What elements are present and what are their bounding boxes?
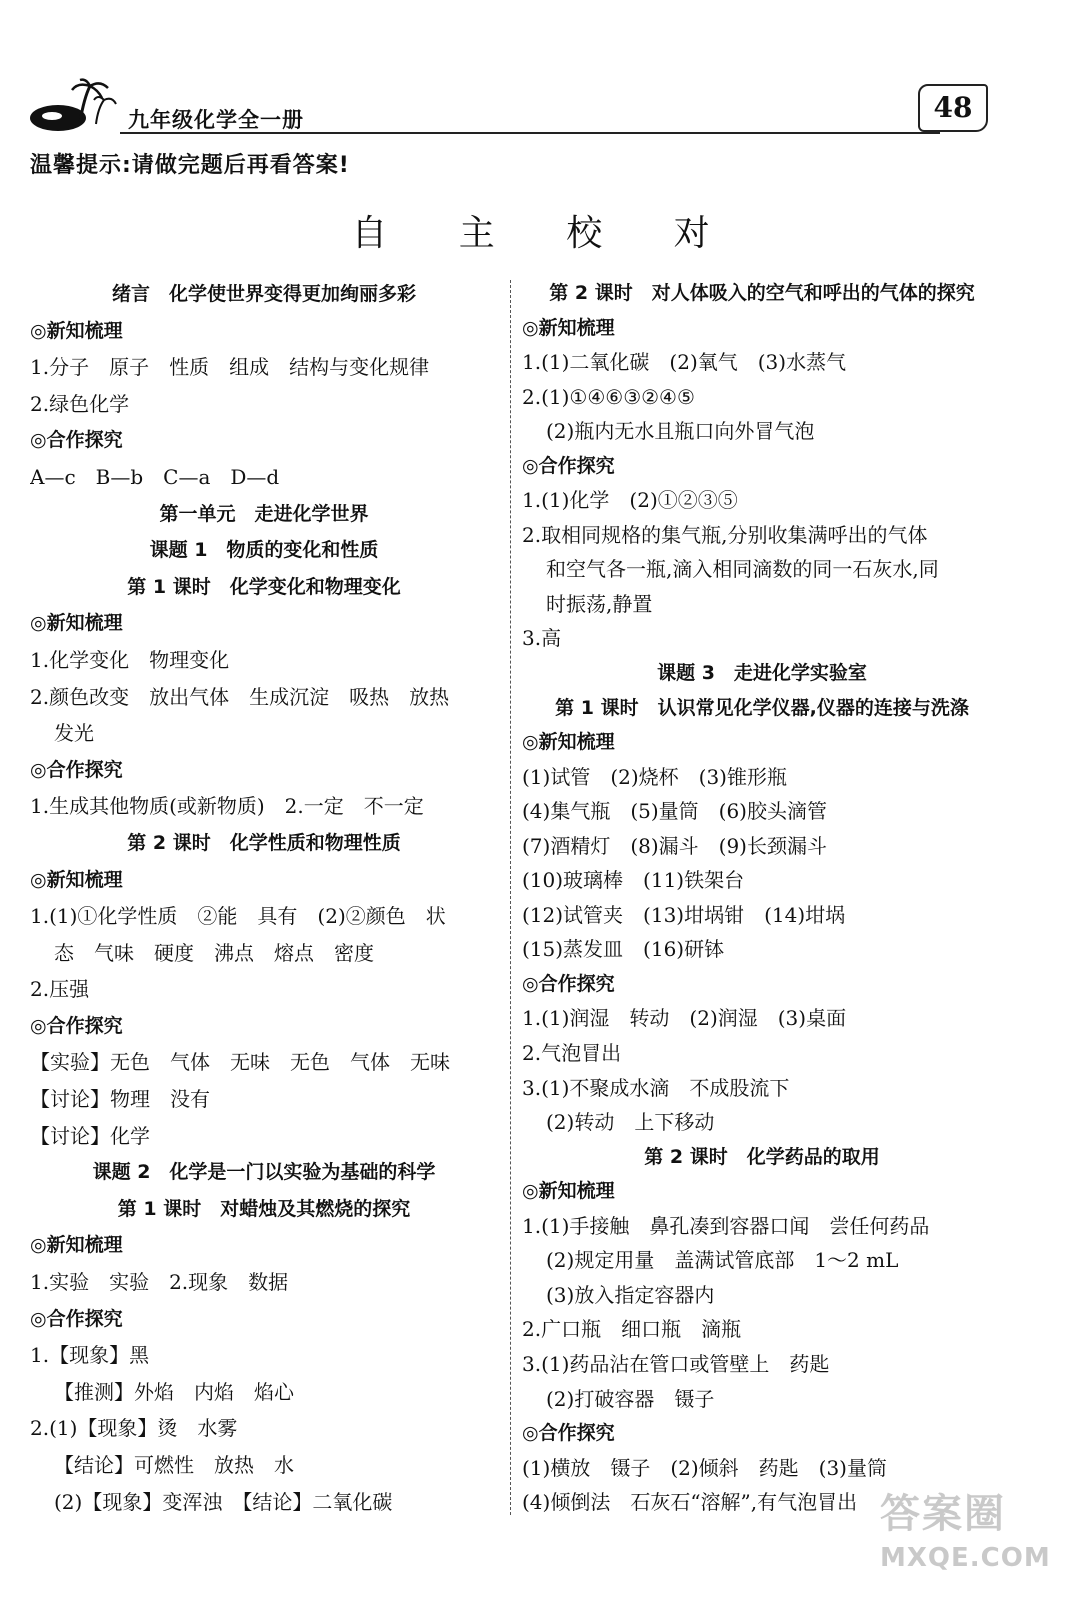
answer-line: 【推测】外焰 内焰 焰心 [54,1379,294,1404]
island-logo-icon [28,78,118,134]
answer-line: 【讨论】化学 [30,1123,150,1148]
answer-line: 2.颜色改变 放出气体 生成沉淀 吸热 放热 [30,684,450,709]
answer-line: A—c B—b C—a D—d [30,464,280,489]
subsection-label: ◎新知梳理 [522,731,615,754]
answer-line: 3.高 [522,626,562,651]
answer-line: (3)放入指定容器内 [546,1282,715,1307]
answer-line: (1)横放 镊子 (2)倾斜 药匙 (3)量筒 [522,1455,887,1480]
subsection-label: ◎新知梳理 [522,316,615,339]
answer-line: (15)蒸发皿 (16)研钵 [522,937,725,962]
answer-line: 2.广口瓶 细口瓶 滴瓶 [522,1317,742,1342]
answer-line: 1.(1)润湿 转动 (2)润湿 (3)桌面 [522,1006,847,1031]
answer-line: 3.(1)不聚成水滴 不成股流下 [522,1075,790,1100]
section-heading: 第一单元 走进化学世界 [159,502,369,525]
section-heading: 课题 3 走进化学实验室 [657,662,867,685]
header-rule [120,132,940,134]
answer-line: 1.分子 原子 性质 组成 结构与变化规律 [30,355,430,380]
subsection-label: ◎合作探究 [522,454,615,477]
answer-line: 1.【现象】黑 [30,1343,150,1368]
answer-line: (2)打破容器 镊子 [546,1386,715,1411]
answer-line: 1.生成其他物质(或新物质) 2.一定 不一定 [30,794,424,819]
answer-line: 2.气泡冒出 [522,1041,622,1066]
section-heading: 第 2 课时 化学性质和物理性质 [127,831,401,854]
page-header [28,70,1068,140]
answer-line: (2)【现象】变浑浊 【结论】二氧化碳 [54,1489,393,1514]
answer-column-right [522,276,1002,1520]
answer-line: (4)集气瓶 (5)量筒 (6)胶头滴管 [522,799,827,824]
answer-line: 时振荡,静置 [546,591,653,616]
answer-line: 和空气各一瓶,滴入相同滴数的同一石灰水,同 [546,557,939,582]
answer-line: 1.实验 实验 2.现象 数据 [30,1270,289,1295]
answer-line: 【结论】可燃性 放热 水 [54,1453,294,1477]
subsection-label: ◎新知梳理 [522,1180,615,1203]
answer-line: 发光 [54,721,94,746]
answer-line: 1.(1)手接触 鼻孔凑到容器口闻 尝任何药品 [522,1213,930,1238]
subsection-label: ◎合作探究 [30,429,123,452]
answer-line: (10)玻璃棒 (11)铁架台 [522,868,745,893]
answer-line: 1.(1)①化学性质 ②能 具有 (2)②颜色 状 [30,904,446,929]
answer-line: (7)酒精灯 (8)漏斗 (9)长颈漏斗 [522,833,827,858]
page-number: 48 [918,84,988,132]
section-heading: 第 1 课时 对蜡烛及其燃烧的探究 [117,1197,411,1220]
subsection-label: ◎合作探究 [30,1307,123,1330]
section-heading: 课题 2 化学是一门以实验为基础的科学 [92,1161,436,1184]
section-heading: 第 1 课时 化学变化和物理变化 [127,575,401,598]
answer-line: 3.(1)药品沾在管口或管壁上 药匙 [522,1351,830,1376]
answer-line: 2.(1)【现象】烫 水雾 [30,1416,238,1441]
page-title: 自 主 校 对 [351,213,740,254]
subsection-label: ◎合作探究 [522,972,615,995]
subsection-label: ◎新知梳理 [30,612,123,635]
watermark-cn: 答案圈 [880,1491,1006,1537]
column-divider [510,280,511,1515]
answer-line: 态 气味 硬度 沸点 熔点 密度 [54,940,374,965]
answer-line: 2.取相同规格的集气瓶,分别收集满呼出的气体 [522,522,928,547]
answer-line: (1)试管 (2)烧杯 (3)锥形瓶 [522,764,787,789]
answer-line: 【讨论】物理 没有 [30,1087,210,1112]
answer-line: 【实验】无色 气体 无味 无色 气体 无味 [30,1050,450,1075]
answer-line: 2.绿色化学 [30,391,130,416]
subsection-label: ◎新知梳理 [30,319,123,342]
section-heading: 第 1 课时 认识常见化学仪器,仪器的连接与洗涤 [555,696,969,719]
answer-column-left [30,276,498,1520]
section-heading: 绪言 化学使世界变得更加绚丽多彩 [111,283,416,305]
reminder-text: 温馨提示:请做完题后再看答案! [30,153,350,178]
answer-line: 1.化学变化 物理变化 [30,647,230,672]
answer-line: 1.(1)二氧化碳 (2)氧气 (3)水蒸气 [522,350,847,375]
subsection-label: ◎合作探究 [30,758,123,781]
answer-line: (2)转动 上下移动 [546,1110,715,1135]
section-heading: 第 2 课时 化学药品的取用 [644,1145,880,1168]
watermark-en: MXQE.COM [880,1543,1051,1573]
section-heading: 第 2 课时 对人体吸入的空气和呼出的气体的探究 [549,282,975,304]
book-title: 九年级化学全一册 [128,108,304,132]
watermark [880,1482,1070,1582]
answer-line: (12)试管夹 (13)坩埚钳 (14)坩埚 [522,902,846,927]
answer-line: 2.压强 [30,977,90,1002]
answer-line: (2)规定用量 盖满试管底部 1～2 mL [546,1248,899,1273]
subsection-label: ◎合作探究 [522,1422,615,1445]
subsection-label: ◎新知梳理 [30,868,123,891]
subsection-label: ◎合作探究 [30,1014,123,1037]
answer-line: 1.(1)化学 (2)①②③⑤ [522,488,738,513]
answer-line: 2.(1)①④⑥③②④⑤ [522,384,695,409]
answer-line: (2)瓶内无水且瓶口向外冒气泡 [546,419,815,444]
subsection-label: ◎新知梳理 [30,1234,123,1257]
section-heading: 课题 1 物质的变化和性质 [149,539,379,562]
answer-line: (4)倾倒法 石灰石“溶解”,有气泡冒出 [522,1490,858,1515]
